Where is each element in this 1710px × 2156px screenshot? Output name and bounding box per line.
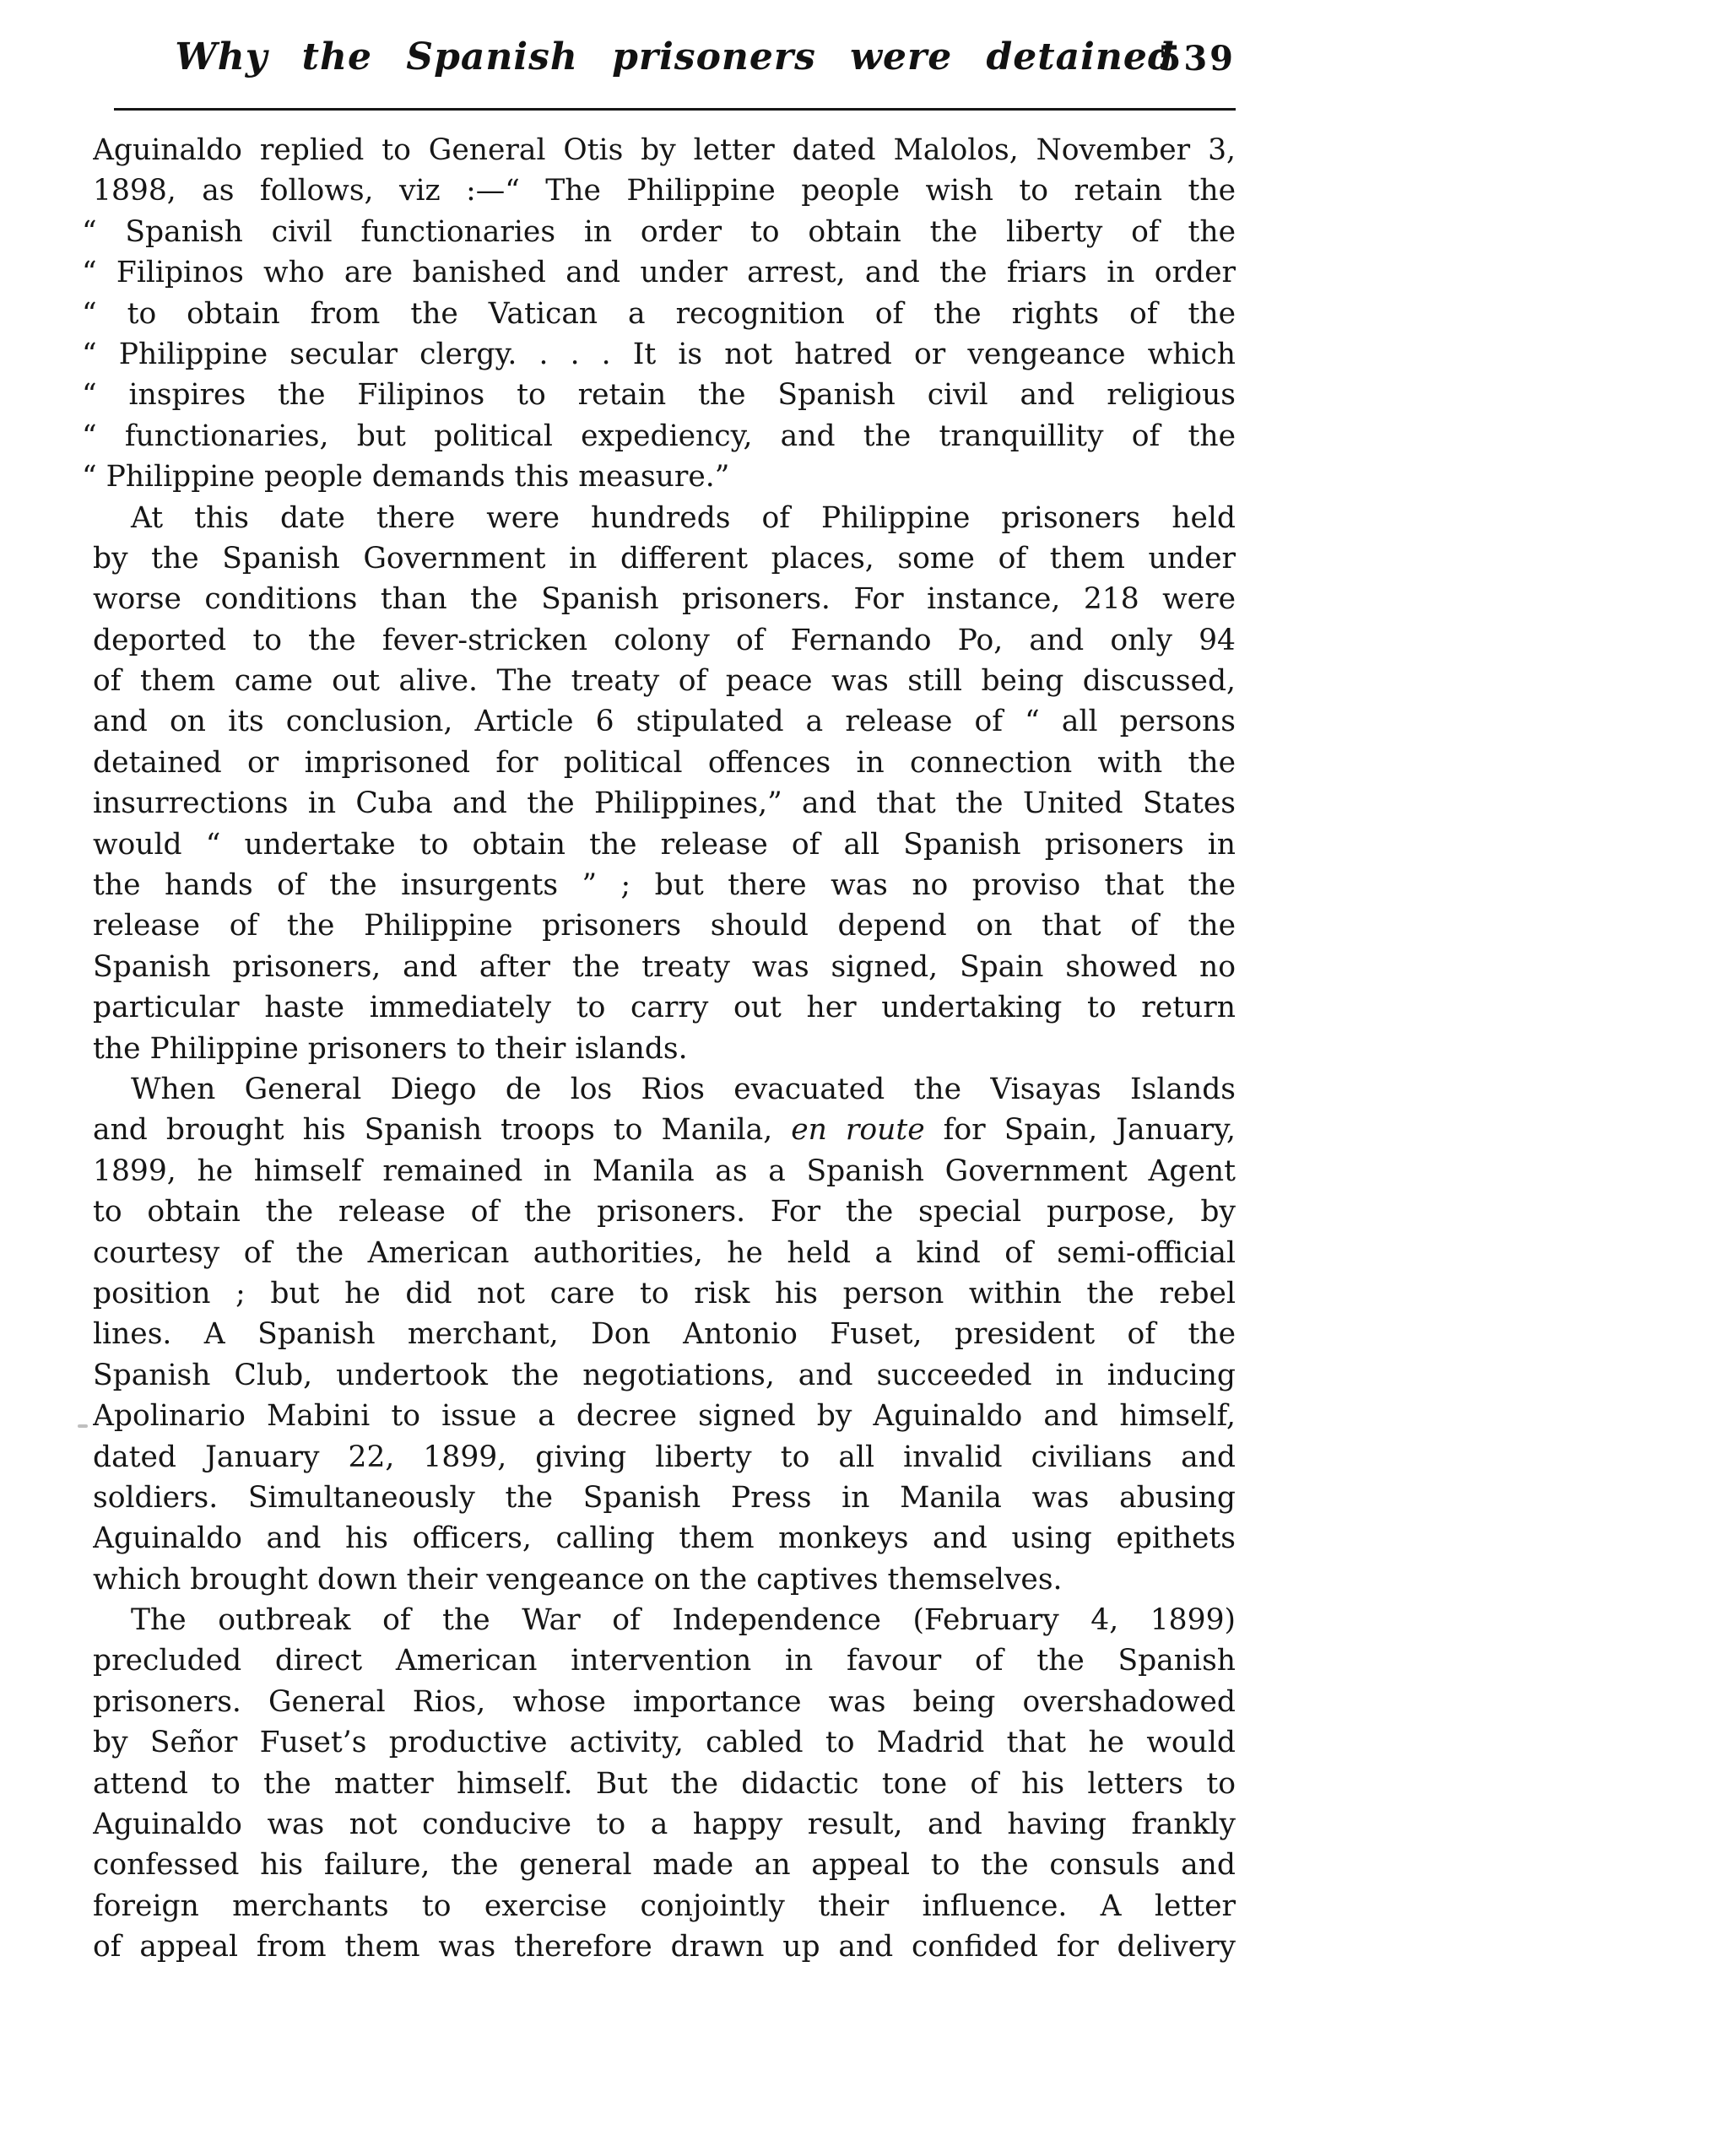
text-line: At this date there were hundreds of Philippine prisoners held	[131, 500, 1236, 535]
text-line: the hands of the insurgents ” ; but there was no proviso that the	[93, 868, 1236, 903]
text-line: “ Filipinos who are banished and under arrest, and the friars in order	[82, 256, 1236, 290]
page-header	[114, 32, 1236, 88]
text-line: lines. A Spanish merchant, Don Antonio Fuset, president of the	[93, 1317, 1236, 1352]
paragraph	[93, 1069, 1236, 1600]
scan-speck	[78, 1424, 88, 1428]
paragraph	[93, 1600, 1236, 1968]
text-line: courtesy of the American authorities, he held a kind of semi-official	[93, 1235, 1236, 1270]
text-line: Aguinaldo and his officers, calling them monkeys and using epithets	[93, 1521, 1236, 1556]
text-line: and on its conclusion, Article 6 stipulated a release of “ all persons	[93, 705, 1236, 739]
page-body	[82, 130, 1236, 1968]
text-line: of them came out alive. The treaty of peace was still being discussed,	[93, 664, 1236, 699]
text-line: Apolinario Mabini to issue a decree signed by Aguinaldo and himself,	[93, 1399, 1236, 1434]
running-title: Why the Spanish prisoners were detained	[175, 35, 1175, 78]
text-line: prisoners. General Rios, whose importance was being overshadowed	[93, 1684, 1236, 1719]
text-line: to obtain the release of the prisoners. For the special purpose, by	[93, 1195, 1236, 1229]
text-line: the Philippine prisoners to their islands.	[93, 1031, 688, 1066]
text-line: insurrections in Cuba and the Philippines,” and that the United States	[93, 786, 1236, 821]
paragraph	[82, 130, 1236, 498]
text-line: would “ undertake to obtain the release of all Spanish prisoners in	[93, 827, 1236, 862]
text-line: confessed his failure, the general made an appeal to the consuls and	[93, 1848, 1236, 1883]
text-line: particular haste immediately to carry out her undertaking to return	[93, 991, 1236, 1025]
text-line: which brought down their vengeance on the captives themselves.	[93, 1562, 1063, 1597]
text-line: “ Spanish civil functionaries in order to obtain the liberty of the	[82, 214, 1236, 249]
text-line: 1898, as follows, viz :—“ The Philippine people wish to retain the	[93, 174, 1236, 208]
text-line: attend to the matter himself. But the didactic tone of his letters to	[93, 1766, 1236, 1801]
text-line: “ inspires the Filipinos to retain the Spanish civil and religious	[82, 378, 1236, 413]
text-line: When General Diego de los Rios evacuated the Visayas Islands	[131, 1072, 1236, 1106]
text-line: “ Philippine people demands this measure.”	[82, 460, 730, 494]
text-line: soldiers. Simultaneously the Spanish Press in Manila was abusing	[93, 1480, 1236, 1515]
text-line: worse conditions than the Spanish prisoners. For instance, 218 were	[93, 582, 1236, 617]
text-line: foreign merchants to exercise conjointly their influence. A letter	[93, 1889, 1236, 1923]
text-line: by the Spanish Government in different places, some of them under	[93, 541, 1236, 575]
text-line: “ Philippine secular clergy. . . . It is not hatred or vengeance which	[82, 337, 1236, 371]
text-line: of appeal from them was therefore drawn up and confided for delivery	[93, 1930, 1236, 1964]
header-rule	[114, 108, 1236, 111]
text-line: 1899, he himself remained in Manila as a Spanish Government Agent	[93, 1154, 1236, 1188]
text-line: dated January 22, 1899, giving liberty to all invalid civilians and	[93, 1440, 1236, 1474]
text-line: precluded direct American intervention in favour of the Spanish	[93, 1644, 1236, 1678]
text-line: Spanish prisoners, and after the treaty was signed, Spain showed no	[93, 949, 1236, 984]
text-line: by Señor Fuset’s productive activity, cabled to Madrid that he would	[93, 1726, 1236, 1760]
text-line: Aguinaldo replied to General Otis by letter dated Malolos, November 3,	[93, 133, 1236, 167]
text-line: position ; but he did not care to risk his person within the rebel	[93, 1276, 1236, 1310]
page-number: 539	[1157, 39, 1236, 78]
text-line: Spanish Club, undertook the negotiations, and succeeded in inducing	[93, 1358, 1236, 1392]
paragraph	[93, 498, 1236, 1069]
text-line: The outbreak of the War of Independence (February 4, 1899)	[131, 1603, 1236, 1638]
text-line: detained or imprisoned for political offences in connection with the	[93, 745, 1236, 780]
text-line: release of the Philippine prisoners should depend on that of the	[93, 909, 1236, 943]
text-line: Aguinaldo was not conducive to a happy result, and having frankly	[93, 1807, 1236, 1842]
text-line: deported to the fever-stricken colony of Fernando Po, and only 94	[93, 623, 1236, 657]
text-line: “ to obtain from the Vatican a recognition of the rights of the	[82, 296, 1236, 331]
text-line: and brought his Spanish troops to Manila, en route for Spain, January,	[93, 1113, 1236, 1148]
text-line: “ functionaries, but political expediency, and the tranquillity of the	[82, 419, 1236, 453]
